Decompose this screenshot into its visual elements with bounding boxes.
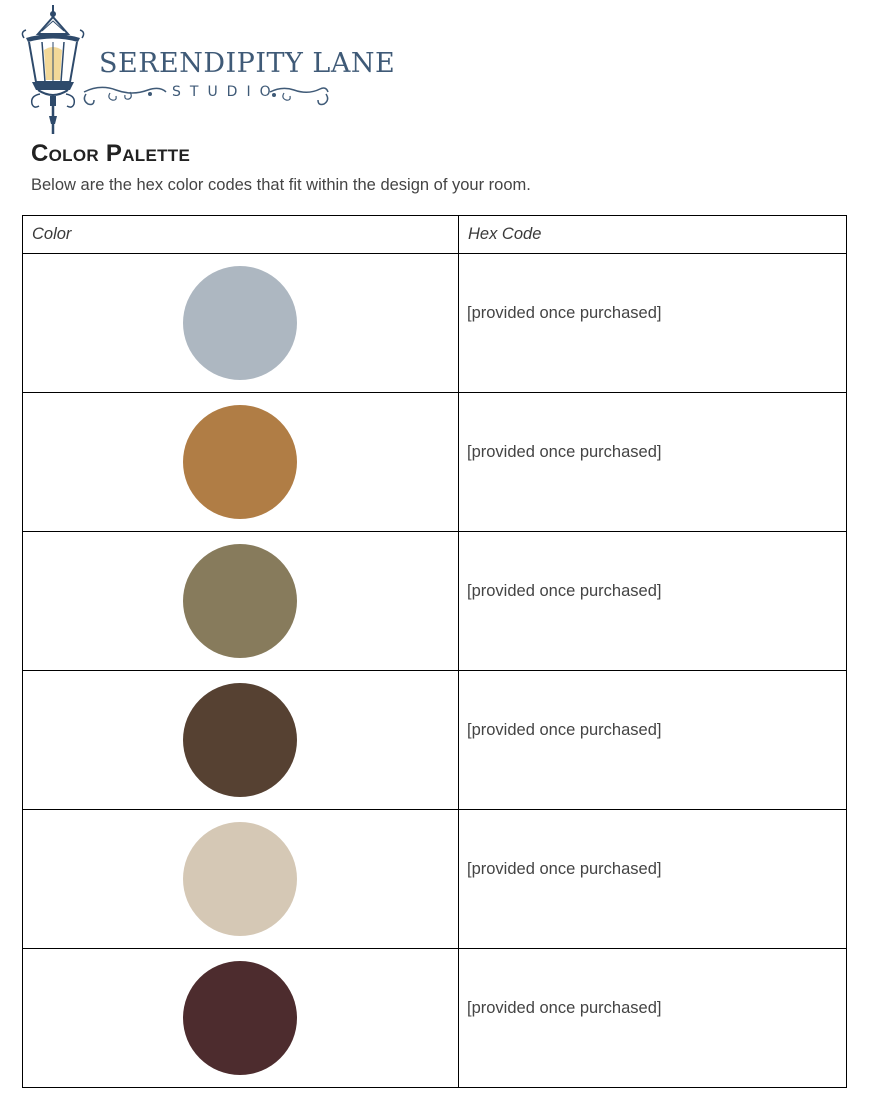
hex-code-text: [provided once purchased] bbox=[467, 999, 662, 1017]
ornament-icon bbox=[80, 80, 170, 110]
section-description: Below are the hex color codes that fit within the design of your room. bbox=[31, 176, 531, 194]
lantern-icon bbox=[20, 4, 90, 136]
brand-logo bbox=[20, 4, 396, 136]
color-cell bbox=[23, 949, 459, 1088]
header-color: Color bbox=[23, 216, 459, 254]
color-swatch bbox=[183, 266, 297, 380]
hex-code-cell bbox=[459, 671, 847, 810]
brand-name: SERENDIPITY LANE bbox=[99, 48, 396, 79]
hex-code-text: [provided once purchased] bbox=[467, 721, 662, 739]
hex-code-cell bbox=[459, 393, 847, 532]
hex-code-cell bbox=[459, 254, 847, 393]
hex-code-text: [provided once purchased] bbox=[467, 860, 662, 878]
color-cell bbox=[23, 671, 459, 810]
table-row bbox=[23, 671, 847, 810]
hex-code-text: [provided once purchased] bbox=[467, 304, 662, 322]
header-hex-code: Hex Code bbox=[459, 216, 847, 254]
color-swatch bbox=[183, 822, 297, 936]
color-cell bbox=[23, 254, 459, 393]
table-row bbox=[23, 810, 847, 949]
color-swatch bbox=[183, 544, 297, 658]
hex-code-cell bbox=[459, 949, 847, 1088]
table-row bbox=[23, 393, 847, 532]
color-swatch bbox=[183, 405, 297, 519]
table-row bbox=[23, 949, 847, 1088]
hex-code-cell bbox=[459, 810, 847, 949]
color-swatch bbox=[183, 961, 297, 1075]
hex-code-text: [provided once purchased] bbox=[467, 443, 662, 461]
table-row bbox=[23, 254, 847, 393]
color-cell bbox=[23, 810, 459, 949]
brand-subtitle: STUDIO bbox=[172, 84, 280, 100]
table-row bbox=[23, 532, 847, 671]
section-title: Color Palette bbox=[31, 140, 191, 167]
hex-code-cell bbox=[459, 532, 847, 671]
color-cell bbox=[23, 393, 459, 532]
color-swatch bbox=[183, 683, 297, 797]
hex-code-text: [provided once purchased] bbox=[467, 582, 662, 600]
color-cell bbox=[23, 532, 459, 671]
table-header-row bbox=[23, 216, 847, 254]
color-palette-table bbox=[22, 215, 847, 1088]
table-body bbox=[23, 254, 847, 1088]
